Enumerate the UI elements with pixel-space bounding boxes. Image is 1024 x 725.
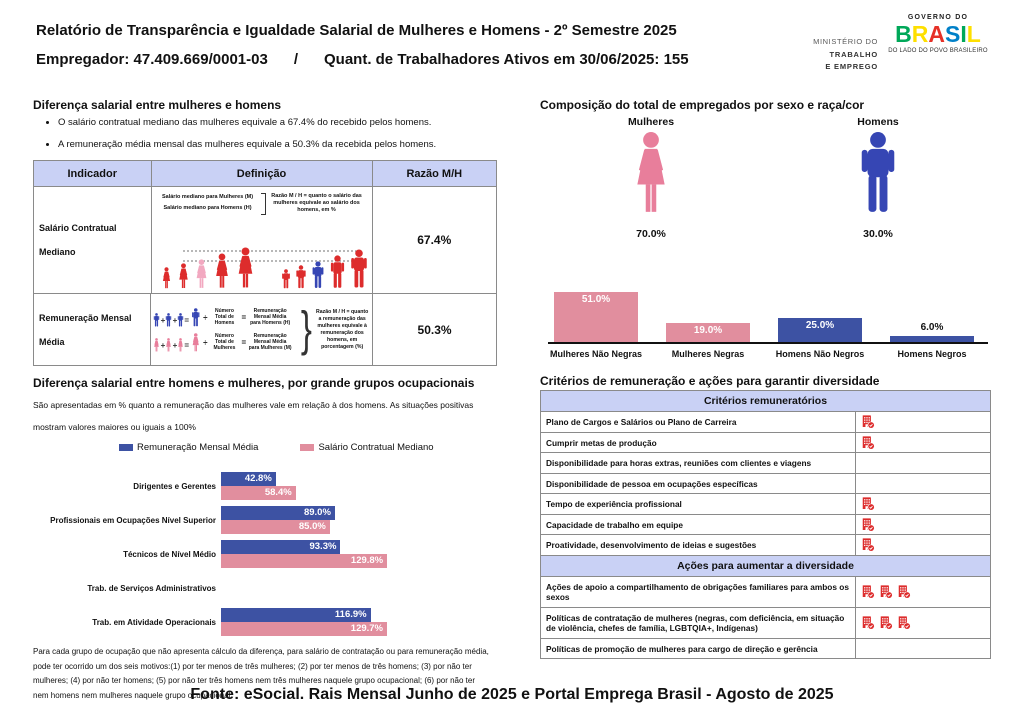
occupational-description: São apresentadas em % quanto a remuneração das mulheres vale em relação à dos homens. As situações positivas mostram valores maiores ou iguais a 100% (33, 400, 474, 432)
women-group-label: Mulheres (627, 116, 675, 128)
criteria-section-header: Critérios remuneratórios (541, 391, 990, 412)
men-group-label: Homens (857, 116, 899, 128)
criteria-marks (856, 639, 990, 659)
median-men-label: Salário mediano para Homens (H) (163, 205, 252, 211)
women-average-formula: + + = ÷ Número Total de Mulheres = Remuneração Mensal Média para Mulheres (M) (153, 331, 297, 353)
svg-text:=: = (184, 316, 190, 325)
salary-gap-heading: Diferença salarial entre mulheres e homens (33, 98, 282, 112)
comp-category-label: Mulheres Negras (671, 349, 745, 359)
occ-row (33, 472, 497, 500)
woman-figure-icon (630, 131, 672, 215)
occ-bar-value: 116.9% (334, 609, 367, 620)
occ-bars (221, 540, 497, 568)
bracket-shape (261, 193, 266, 215)
criteria-row (541, 433, 990, 454)
people-comparison-figures (157, 231, 369, 289)
men-average-formula: + + = ÷ Número Total de Homens = Remuneração Mensal Média para Homens (H) (153, 306, 297, 328)
company-check-icon (860, 537, 875, 552)
criteria-row (541, 474, 990, 495)
men-total-label: Número Total de Homens (214, 308, 235, 326)
gov-logo-tagline: DO LADO DO POVO BRASILEIRO (888, 48, 988, 54)
company-check-icon (896, 584, 911, 599)
company-check-icon (860, 435, 875, 450)
occ-bar-value: 129.8% (350, 555, 384, 566)
ratio-note: Razão M / H = quanto a remuneração das mulheres equivale à remuneração dos homens, em porcentagem (%) (315, 308, 369, 350)
comp-bar (890, 336, 974, 342)
legend-swatch-blue (119, 444, 133, 451)
occ-bar-value: 93.3% (309, 541, 337, 552)
occ-bar-value: 129.7% (350, 623, 384, 634)
bullet-median-salary: • O salário contratual mediano das mulheres equivale a 67.4% do recebido pelos homens. (58, 112, 504, 134)
criteria-row (541, 577, 990, 608)
men-result-label: Remuneração Mensal Média para Homens (H) (250, 308, 291, 326)
legend-label: Remuneração Mensal Média (137, 442, 259, 453)
criteria-label: Políticas de promoção de mulheres para cargo de direção e gerência (541, 639, 856, 659)
legend-swatch-pink (300, 444, 314, 451)
occupational-heading: Diferença salarial entre homens e mulheres, por grande grupos ocupacionais (33, 376, 475, 390)
legend-item-remuneracao (119, 442, 258, 453)
criteria-label: Capacidade de trabalho em equipe (541, 515, 856, 535)
brasil-letter: I (960, 21, 967, 47)
ministry-line-3: E EMPREGO (825, 62, 878, 71)
occ-bar (221, 472, 276, 486)
occ-category-label: Trab. em Atividade Operacionais (92, 617, 216, 627)
table-row-mean-remuneration (34, 294, 496, 366)
occ-bars (221, 608, 497, 636)
occ-bar (221, 622, 387, 636)
criteria-marks (856, 515, 990, 535)
criteria-marks (856, 577, 990, 607)
occ-bar (221, 506, 335, 520)
criteria-heading: Critérios de remuneração e ações para garantir diversidade (540, 374, 880, 388)
gov-brasil-logo (888, 14, 988, 54)
ministry-line-2: TRABALHO (829, 49, 878, 59)
brasil-letter: A (928, 21, 946, 47)
criteria-row (541, 608, 990, 639)
median-salary-ratio-value: 67.4% (417, 233, 452, 247)
occ-bar-value: 42.8% (244, 473, 272, 484)
criteria-row (541, 535, 990, 556)
company-check-icon (860, 584, 875, 599)
criteria-label: Disponibilidade para horas extras, reuniões com clientes e viagens (541, 453, 856, 473)
salary-gap-bullets (44, 112, 504, 156)
occ-category-label: Profissionais em Ocupações Nível Superior (50, 515, 216, 525)
occ-bars (221, 574, 497, 602)
brasil-letter: R (911, 21, 929, 47)
occupational-chart (33, 472, 497, 642)
occ-bar (221, 608, 371, 622)
legend-item-salario (300, 442, 433, 453)
active-workers: Quant. de Trabalhadores Ativos em 30/06/2025: 155 (323, 51, 689, 68)
ratio-note: Razão M / H = quanto o salário das mulheres equivale ao salário dos homens, em % (271, 193, 362, 213)
man-figure-icon (857, 131, 899, 215)
criteria-row (541, 412, 990, 433)
row-label: Remuneração Mensal Média (34, 294, 151, 365)
gov-logo-top: GOVERNO DO (907, 14, 969, 21)
row-label: Salário Contratual Mediano (34, 187, 152, 293)
criteria-row (541, 494, 990, 515)
comp-category-label: Mulheres Não Negras (549, 349, 643, 359)
criteria-marks (856, 535, 990, 555)
women-total-label: Número Total de Mulheres (213, 333, 236, 351)
occ-bars (221, 472, 497, 500)
criteria-marks (856, 433, 990, 453)
comp-category-label: Homens Não Negros (775, 349, 865, 359)
women-result-label: Remuneração Mensal Média para Mulheres (M) (248, 333, 292, 351)
median-women-label: Salário mediano para Mulheres (M) (161, 194, 254, 200)
col-header-razao: Razão M/H (406, 167, 463, 180)
men-figures (153, 306, 201, 328)
legend-label: Salário Contratual Mediano (318, 442, 434, 453)
composition-race-chart (540, 255, 996, 370)
criteria-label: Cumprir metas de produção (541, 433, 856, 453)
svg-text:=: = (184, 341, 190, 350)
occ-row (33, 574, 497, 602)
occ-bar (221, 540, 340, 554)
occ-bar-value: 89.0% (303, 507, 331, 518)
criteria-label: Políticas de contratação de mulheres (negras, com deficiência, em situação de violência, chefes de família, LGBTQIA+, Indígenas) (541, 608, 856, 638)
mean-remuneration-ratio-value: 50.3% (417, 322, 452, 337)
criteria-marks (856, 453, 990, 473)
salary-gap-table-header (34, 161, 496, 187)
criteria-marks (856, 474, 990, 494)
chart-legend (119, 442, 434, 453)
employer-id: Empregador: 47.409.669/0001-03 (36, 51, 268, 68)
mean-remuneration-diagram (151, 294, 373, 365)
comp-bar-value: 25.0% (805, 319, 835, 331)
occ-row (33, 540, 497, 568)
occ-bar (221, 486, 296, 500)
source-footer: Fonte: eSocial. Rais Mensal Junho de 2025 e Portal Emprega Brasil - Agosto de 2025 (190, 686, 834, 703)
brace-shape: } (300, 301, 312, 357)
comp-bar-value: 19.0% (693, 325, 723, 337)
criteria-label: Disponibilidade de pessoa em ocupações específicas (541, 474, 856, 494)
occ-row (33, 608, 497, 636)
brasil-letter: S (945, 21, 961, 47)
report-subtitle (36, 51, 689, 68)
company-check-icon (860, 615, 875, 630)
criteria-table (540, 390, 991, 659)
women-figures (153, 331, 201, 353)
criteria-label: Ações de apoio a compartilhamento de obrigações familiares para ambos os sexos (541, 577, 856, 607)
subtitle-separator: / (293, 51, 298, 68)
occ-category-label: Técnicos de Nível Médio (123, 549, 216, 559)
company-check-icon (860, 496, 875, 511)
criteria-label: Tempo de experiência profissional (541, 494, 856, 514)
svg-text:+: + (172, 341, 178, 350)
occ-bar-value: 58.4% (264, 487, 292, 498)
col-header-indicador: Indicador (34, 161, 152, 186)
women-percentage: 70.0% (636, 228, 666, 240)
salary-gap-table (33, 160, 497, 366)
occ-bars (221, 506, 497, 534)
table-row-median-salary (34, 187, 496, 294)
criteria-label: Plano de Cargos e Salários ou Plano de Carreira (541, 412, 856, 432)
company-check-icon (860, 414, 875, 429)
ministry-line-1: MINISTÉRIO DO (813, 37, 878, 46)
company-check-icon (896, 615, 911, 630)
company-check-icon (860, 517, 875, 532)
occ-category-label: Dirigentes e Gerentes (133, 481, 216, 491)
occ-category-label: Trab. de Serviços Administrativos (87, 583, 216, 593)
ministry-logo (760, 36, 878, 74)
criteria-marks (856, 412, 990, 432)
brasil-letter: L (966, 21, 981, 47)
occ-bar-value: 85.0% (298, 521, 326, 532)
occ-bar (221, 554, 387, 568)
company-check-icon (878, 615, 893, 630)
median-salary-diagram (152, 187, 373, 293)
criteria-row (541, 515, 990, 536)
bullet-mean-remuneration: • A remuneração média mensal das mulheres equivale a 50.3% da recebida pelos homens. (58, 134, 504, 156)
criteria-section-header: Ações para aumentar a diversidade (541, 556, 990, 577)
occupational-footnote: Para cada grupo de ocupação que não apresenta cálculo da diferença, para salário de contratação ou para remuneração média, pode ter ocorrido um dos seis motivos:(1) por ter menos de três mulheres; (2) por ter menos de três homens; (3) por não ter mulheres; (4) por não ter homens; (5) por não ter três homens nem três mulheres naquele grupo ocupacional; (6) por não ter nem homens nem mulheres naquele grupo ocupacional (33, 647, 489, 700)
company-check-icon (878, 584, 893, 599)
criteria-marks (856, 608, 990, 638)
composition-heading: Composição do total de empregados por sexo e raça/cor (540, 98, 865, 112)
occ-row (33, 506, 497, 534)
criteria-row (541, 453, 990, 474)
svg-text:+: + (160, 316, 166, 325)
occ-bar (221, 520, 330, 534)
report-title: Relatório de Transparência e Igualdade Salarial de Mulheres e Homens - 2º Semestre 2025 (36, 22, 677, 39)
comp-bar-value: 51.0% (581, 294, 611, 306)
criteria-label: Proatividade, desenvolvimento de ideias e sugestões (541, 535, 856, 555)
comp-category-label: Homens Negros (897, 349, 967, 359)
x-axis-line (548, 342, 988, 344)
svg-text:+: + (160, 341, 166, 350)
svg-text:+: + (172, 316, 178, 325)
criteria-row (541, 639, 990, 660)
col-header-definicao: Definição (152, 161, 373, 186)
criteria-marks (856, 494, 990, 514)
brasil-letter: B (895, 21, 912, 47)
men-percentage: 30.0% (863, 228, 893, 240)
comp-bar-value: 6.0% (920, 322, 944, 334)
brasil-wordmark (888, 21, 988, 47)
